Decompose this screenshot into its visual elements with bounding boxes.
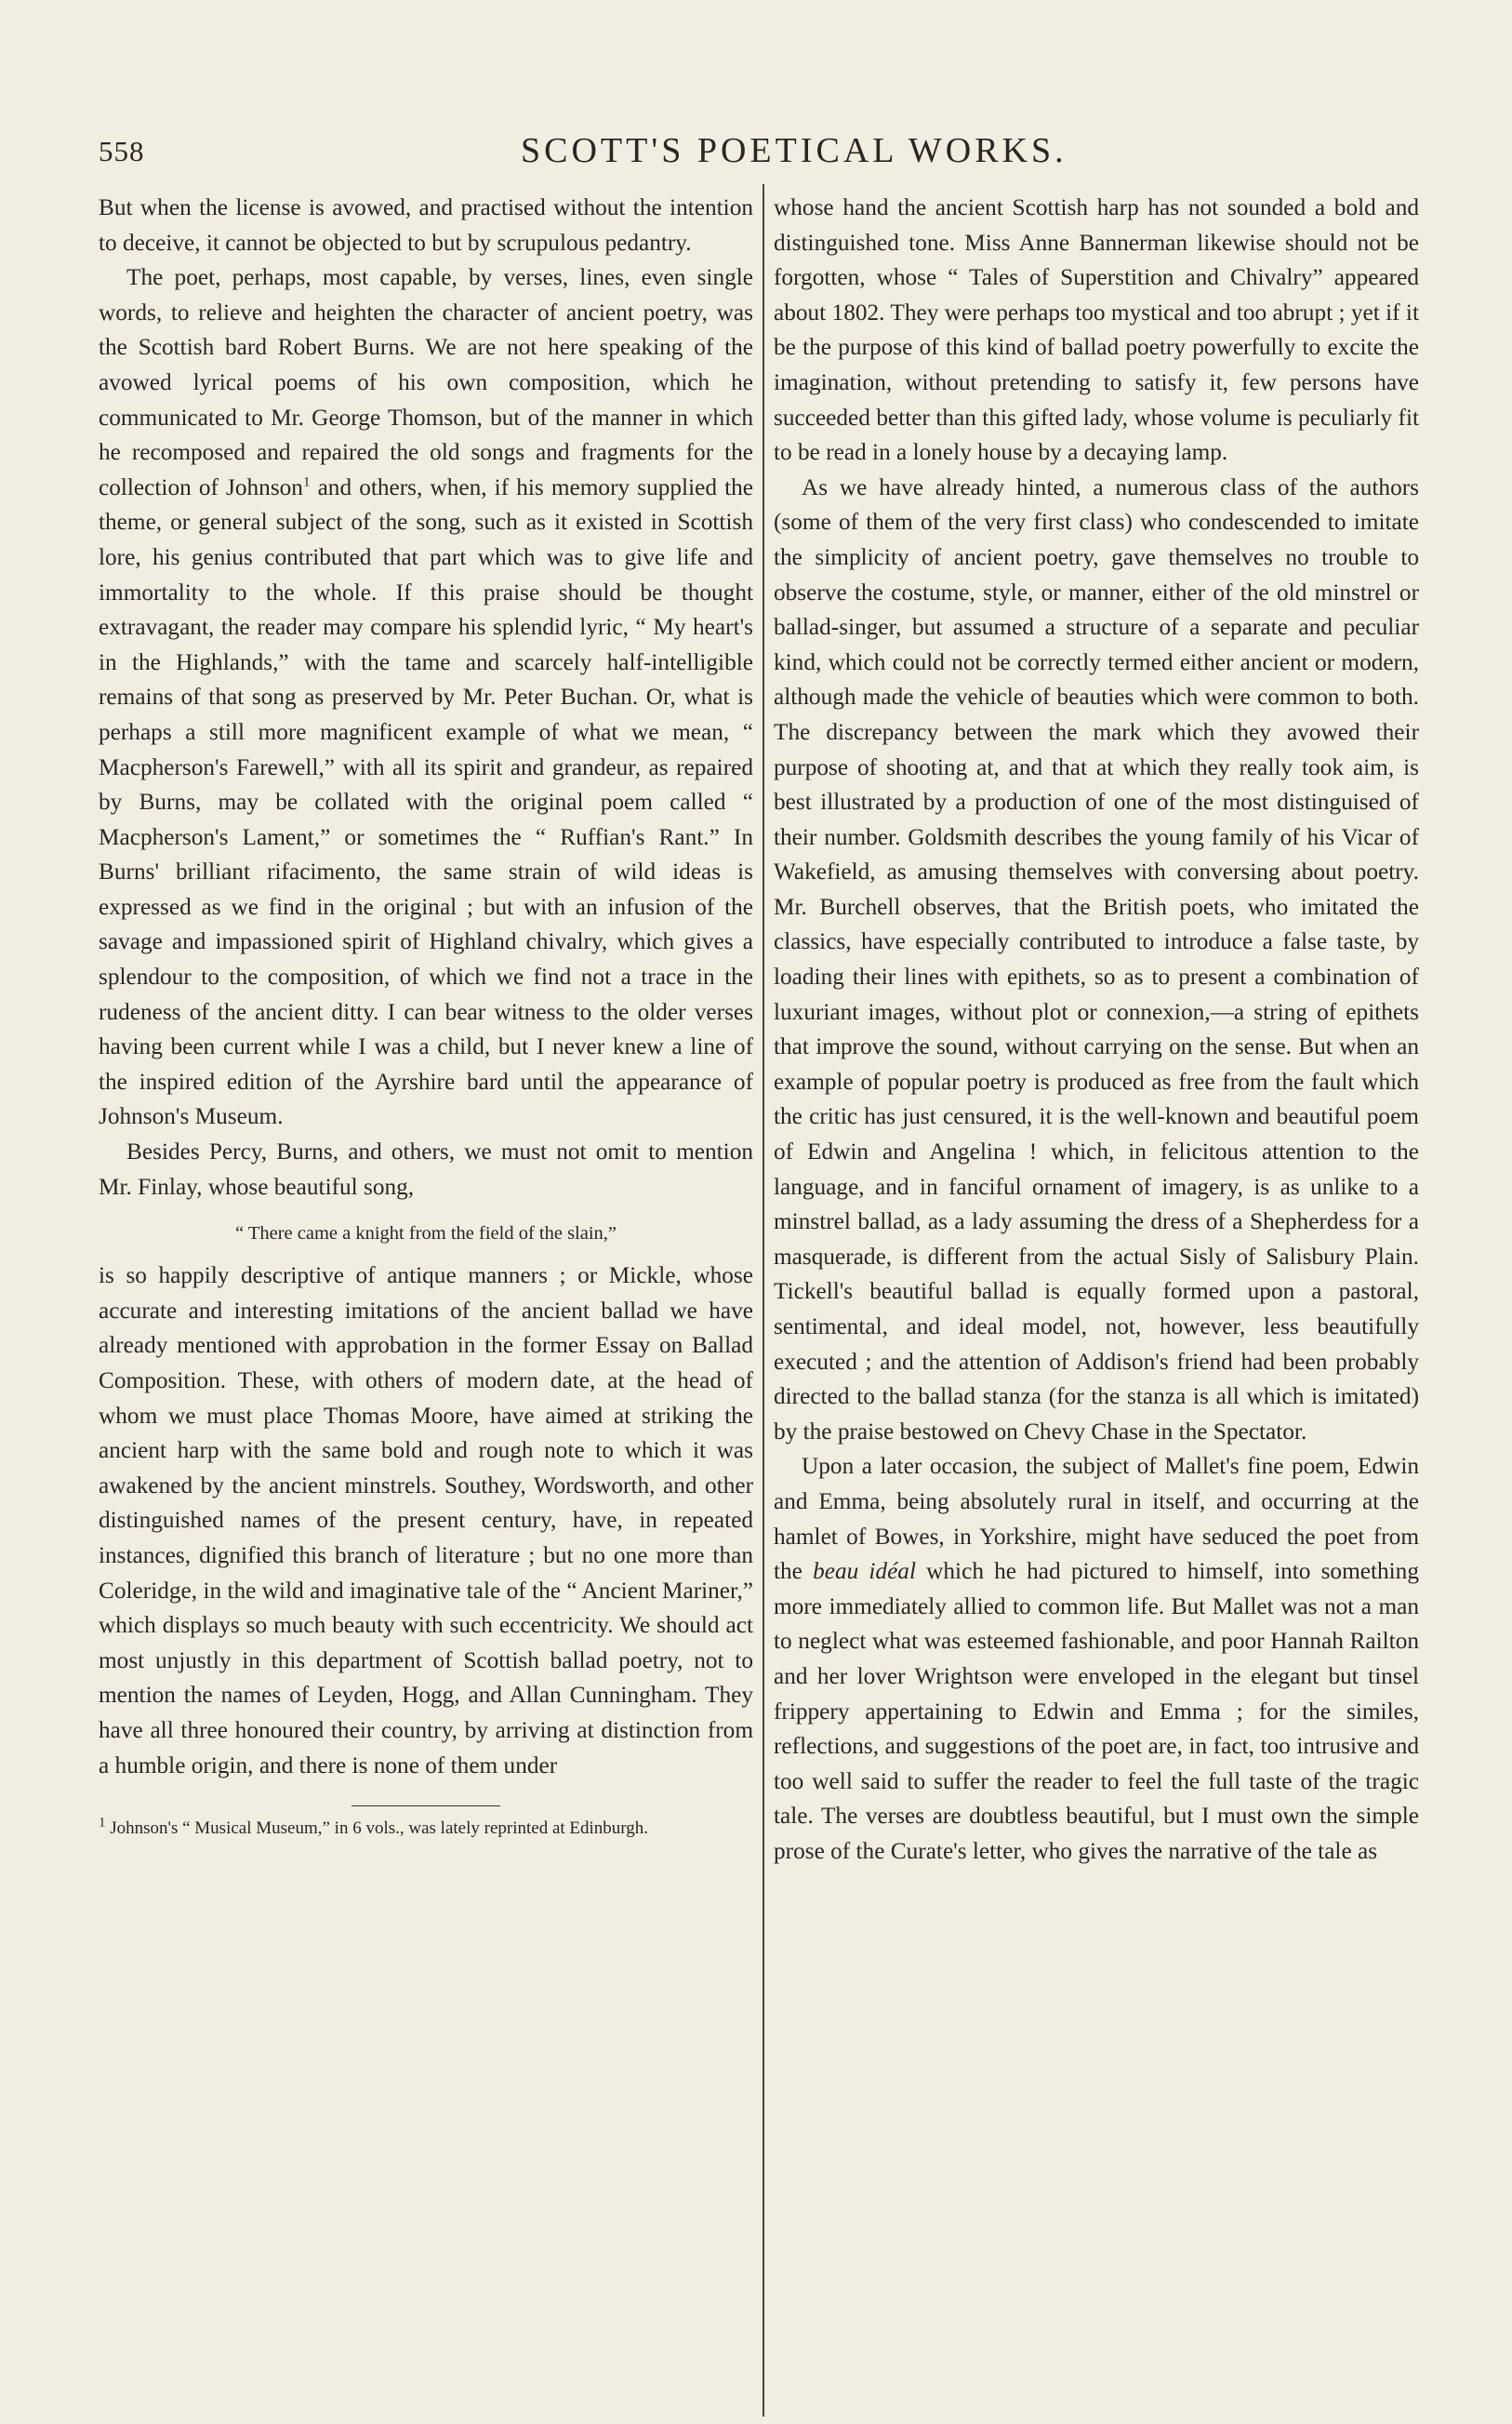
- paragraph-text: Upon a later occasion, the subject of Mallet's fine poem, Edwin and Emma, being absolutely rural in itself, and occurring at the hamlet of Bowes, in Yorkshire, might have seduced the poet from the: [774, 1453, 1419, 1585]
- page-number: 558: [99, 135, 145, 167]
- quoted-line: “ There came a knight from the field of the slain,”: [234, 1223, 617, 1245]
- paragraph: [99, 260, 753, 1135]
- italic-phrase: beau idéal: [813, 1558, 916, 1585]
- footnote-mark: 1: [99, 1815, 106, 1831]
- paragraph: But when the license is avowed, and practised without the intention to deceive, it cannot be objected to but by scrupulous pedantry.: [99, 194, 753, 256]
- paragraph: [774, 1449, 1419, 1869]
- paragraph: Besides Percy, Burns, and others, we must not omit to mention Mr. Finlay, whose beautiful song,: [99, 1139, 753, 1200]
- left-column: [99, 191, 753, 1842]
- footnote-reference: 1: [302, 474, 311, 490]
- footnote-divider: [351, 1805, 500, 1806]
- column-divider: [763, 184, 764, 2417]
- paragraph: As we have already hinted, a numerous class of the authors (some of them of the very first class) who condescended to imitate the simplicity of ancient poetry, gave themselves no trouble to observe the costume, style, or manner, either of the old minstrel or ballad-singer, but assumed a structure of a separate and peculiar kind, which could not be correctly termed either ancient or modern, although made the vehicle of beauties which were common to both. The discrepancy between the mark which they avowed their purpose of shooting at, and that at which they really took aim, is best illustrated by a production of one of the most distinguised of their number. Goldsmith describes the young family of his Vicar of Wakefield, as amusing themselves with conversing about poetry. Mr. Burchell observes, that the British poets, who imitated the classics, have especially contributed to introduce a false taste, by loading their lines with epithets, so as to present a combination of luxuriant images, without plot or connexion,—a string of epithets that improve the sound, without carrying on the sense. But when an example of popular poetry is produced as free from the fault which the critic has just censured, it is the well-known and beautiful poem of Edwin and Angelina ! which, in felicitous attention to the language, and in fanciful ornament of imagery, is as unlike to a minstrel ballad, as a lady assuming the dress of a Shepherdess for a masquerade, is different from the actual Sisly of Salisbury Plain. Tickell's beautiful ballad is equally formed upon a pastoral, sentimental, and ideal model, not, however, less beautifully executed ; and the attention of Addison's friend had been probably directed to the ballad stanza (for the stanza is all which is imitated) by the praise bestowed on Chevy Chase in the Spectator.: [774, 473, 1419, 1445]
- paragraph: whose hand the ancient Scottish harp has not sounded a bold and distinguished tone. Miss Anne Bannerman likewise should not be forgotten, whose “ Tales of Superstition and Chivalry” appeared about 1802. They were perhaps too mystical and too abrupt ; yet if it be the purpose of this kind of ballad poetry powerfully to excite the imagination, without pretending to satisfy it, few persons have succeeded better than this gifted lady, whose volume is peculiarly fit to be read in a lonely house by a decaying lamp.: [774, 194, 1419, 466]
- paragraph: is so happily descriptive of antique manners ; or Mickle, whose accurate and interesting imitations of the ancient ballad we have already mentioned with approbation in the former Essay on Ballad Composition. These, with others of modern date, at the head of whom we must place Thomas Moore, have aimed at striking the ancient harp with the same bold and rough note to which it was awakened by the ancient minstrels. Southey, Wordsworth, and other distinguished names of the present century, have, in repeated instances, dignified this branch of literature ; but no one more than Coleridge, in the wild and imaginative tale of the “ Ancient Mariner,” which displays so much beauty with such eccentricity. We should act most unjustly in this department of Scottish ballad poetry, not to mention the names of Leyden, Hogg, and Allan Cunningham. They have all three honoured their country, by arriving at distinction from a humble origin, and there is none of them under: [99, 1262, 753, 1778]
- paragraph-text: and others, when, if his memory supplied the theme, or general subject of the song, such as it existed in Scottish lore, his genius contributed that part which was to give life and immortality to the whole. If this praise should be thought extravagant, the reader may compare his splendid lyric, “ My heart's in the Highlands,” with the tame and scarcely half-intelligible remains of that song as preserved by Mr. Peter Buchan. Or, what is perhaps a still more magnificent example of what we mean, “ Macpherson's Farewell,” with all its spirit and grandeur, as repaired by Burns, may be collated with the original poem called “ Macpherson's Lament,” or sometimes the “ Ruffian's Rant.” In Burns' brilliant rifacimento, the same strain of wild ideas is expressed as we find in the original ; but with an infusion of the savage and impassioned spirit of Highland chivalry, which gives a splendour to the composition, of which we find not a trace in the rudeness of the ancient ditty. I can bear witness to the older verses having been current while I was a child, but I never knew a line of the inspired edition of the Ayrshire bard until the appearance of Johnson's Museum.: [99, 473, 753, 1130]
- footnote-text: Johnson's “ Musical Museum,” in 6 vols., was lately reprinted at Edinburgh.: [105, 1818, 649, 1839]
- paragraph-text: which he had pictured to himself, into something more immediately allied to common life. But Mallet was not a man to neglect what was esteemed fashionable, and poor Hannah Railton and her lover Wrightson were enveloped in the elegant but tinsel frippery appertaining to Edwin and Emma ; for the similes, reflections, and suggestions of the poet are, in fact, too intrusive and too well said to suffer the reader to feel the full taste of the tragic tale. The verses are doubtless beautiful, but I must own the simple prose of the Curate's letter, who gives the narrative of the tale as: [774, 1558, 1419, 1864]
- paragraph-text: The poet, perhaps, most capable, by verses, lines, even single words, to relieve and heighten the character of ancient poetry, was the Scottish bard Robert Burns. We are not here speaking of the avowed lyrical poems of his own composition, which he communicated to Mr. George Thomson, but of the manner in which he recomposed and repaired the old songs and fragments for the collection of Johnson: [99, 264, 753, 500]
- right-column: [774, 191, 1419, 1870]
- running-title: SCOTT'S POETICAL WORKS.: [521, 131, 1068, 170]
- footnote: [99, 1816, 753, 1842]
